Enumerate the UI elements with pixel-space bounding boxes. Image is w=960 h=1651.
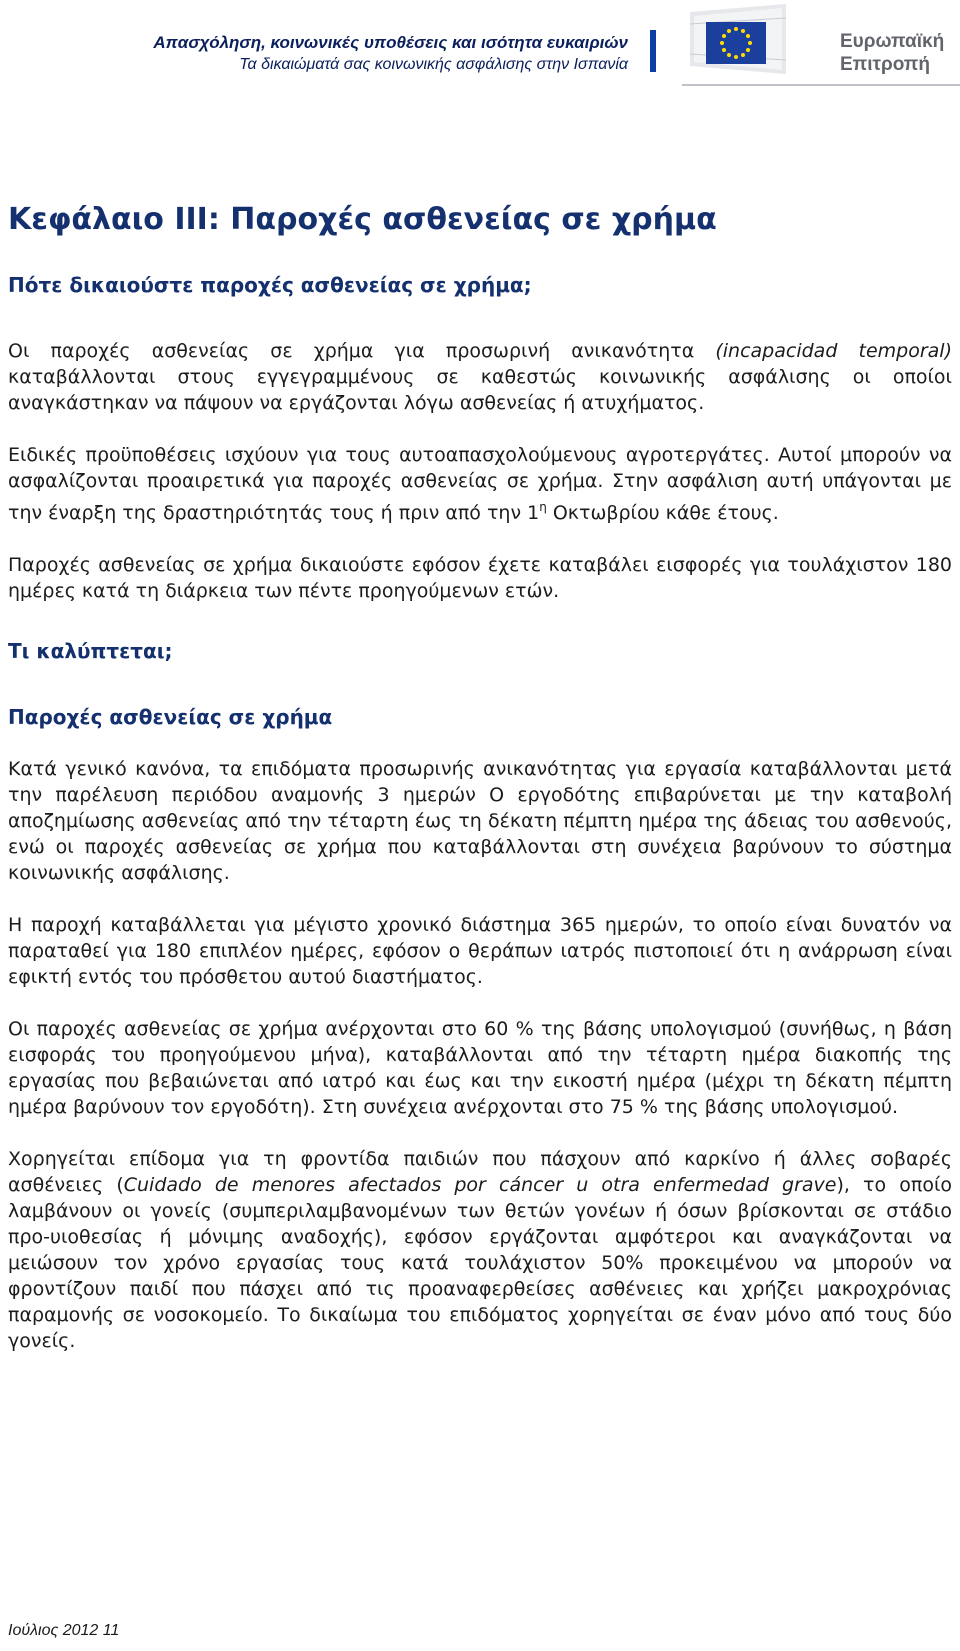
text-run: Χορηγείται επίδομα για τη φροντίδα παιδιών που πάσχουν από καρκίνο ή άλλες σοβαρές ασθένειες ( xyxy=(8,1148,952,1196)
superscript: η xyxy=(539,500,547,514)
page-footer: Ιούλιος 2012 11 xyxy=(8,1622,120,1639)
text-run: Οι παροχές ασθενείας σε χρήμα για προσωρινή ανικανότητα xyxy=(8,340,716,362)
text-run: ), το οποίο λαμβάνουν οι γονείς (συμπεριλαμβανομένων των θετών γονέων ή όσων βρίσκονται σε στάδιο προ-υιοθεσίας ή μόνιμης αναδοχής), εφόσον εργάζονται αμφότεροι και αναγκάζονται να μειώσουν τον χρόνο εργασίας τους κατά τουλάχιστον 50% προκειμένου να μπορούν να φροντίζουν παιδί που πάσχει από τις προαναφερθείσες ασθένειες και χρήζει μακροχρόνιας παραμονής σε νοσοκομείο. Το δικαίωμα του επιδόματος χορηγείται σε έναν μόνο από τους δύο γονείς. xyxy=(8,1174,952,1352)
logo-line-2: Επιτροπή xyxy=(840,54,930,75)
paragraph-coverage-4 xyxy=(8,1146,952,1354)
italic-term: (incapacidad temporal) xyxy=(715,340,952,362)
paragraph-eligibility-1 xyxy=(8,338,952,416)
header-rule xyxy=(682,84,960,86)
page-header xyxy=(0,0,960,88)
header-text xyxy=(153,32,628,76)
document-body xyxy=(8,200,952,1354)
paragraph-eligibility-3: Παροχές ασθενείας σε χρήμα δικαιούστε εφόσον έχετε καταβάλει εισφορές για τουλάχιστον 180 ημέρες κατά τη διάρκεια των πέντε προηγούμενων ετών. xyxy=(8,554,952,602)
paragraph-eligibility-2 xyxy=(8,442,952,526)
section-heading-coverage: Τι καλύπτεται; xyxy=(8,639,173,663)
header-divider xyxy=(650,30,656,72)
section-heading-eligibility: Πότε δικαιούστε παροχές ασθενείας σε χρήμα; xyxy=(8,273,532,297)
commission-logo-text xyxy=(840,30,944,76)
paragraph-coverage-1: Κατά γενικό κανόνα, τα επιδόματα προσωρινής ανικανότητας για εργασία καταβάλλονται μετά την παρέλευση περιόδου αναμονής 3 ημερών Ο εργοδότης επιβαρύνεται με την καταβολή αποζημίωσης ασθενείας από την τέταρτη έως τη δέκατη πέμπτη ημέρα της άδειας του ασθενούς, ενώ οι παροχές ασθενείας σε χρήμα που καταβάλλονται στη συνέχεια βαρύνουν το σύστημα κοινωνικής ασφάλισης. xyxy=(8,758,952,884)
paragraph-coverage-2: Η παροχή καταβάλλεται για μέγιστο χρονικό διάστημα 365 ημερών, το οποίο είναι δυνατόν να παραταθεί για 180 επιπλέον ημέρες, εφόσον ο θεράπων ιατρός πιστοποιεί ότι η ανάρρωση είναι εφικτή εντός του πρόσθετου αυτού διαστήματος. xyxy=(8,914,952,988)
italic-term: Cuidado de menores afectados por cáncer u otra enfermedad grave xyxy=(123,1174,837,1196)
paragraph-coverage-3: Οι παροχές ασθενείας σε χρήμα ανέρχονται στο 60 % της βάσης υπολογισμού (συνήθως, η βάση εισφοράς του προηγούμενου μήνα), καταβάλλονται από την τέταρτη ημέρα διακοπής της εργασίας που βεβαιώνεται από ιατρό και έως και την εικοστή ημέρα (μέχρι τη δέκατη πέμπτη ημέρα βαρύνουν τον εργοδότη). Στη συνέχεια ανέρχονται στο 75 % της βάσης υπολογισμού. xyxy=(8,1018,952,1118)
header-subtitle: Τα δικαιώματά σας κοινωνικής ασφάλισης στην Ισπανία xyxy=(239,56,628,73)
logo-line-1: Ευρωπαϊκή xyxy=(840,31,945,52)
subsection-heading-cash-benefits: Παροχές ασθενείας σε χρήμα xyxy=(8,705,333,729)
header-title: Απασχόληση, κοινωνικές υποθέσεις και ισότητα ευκαιριών xyxy=(153,33,628,52)
eu-flag-icon xyxy=(690,4,786,74)
text-run: Ειδικές προϋποθέσεις ισχύουν για τους αυτοαπασχολούμενους αγροτεργάτες. Αυτοί μπορούν να ασφαλίζονται προαιρετικά για παροχές ασθενείας σε χρήμα. Στην ασφάλιση αυτή υπάγονται με την έναρξη της δραστηριότητάς τους ή πριν από την 1 xyxy=(8,444,952,524)
text-run: καταβάλλονται στους εγγεγραμμένους σε καθεστώς κοινωνικής ασφάλισης οι οποίοι αναγκάστηκαν να πάψουν να εργάζονται λόγω ασθενείας ή ατυχήματος. xyxy=(8,366,952,414)
text-run: Οκτωβρίου κάθε έτους. xyxy=(546,502,779,524)
chapter-title: Κεφάλαιο III: Παροχές ασθενείας σε χρήμα xyxy=(8,202,717,237)
